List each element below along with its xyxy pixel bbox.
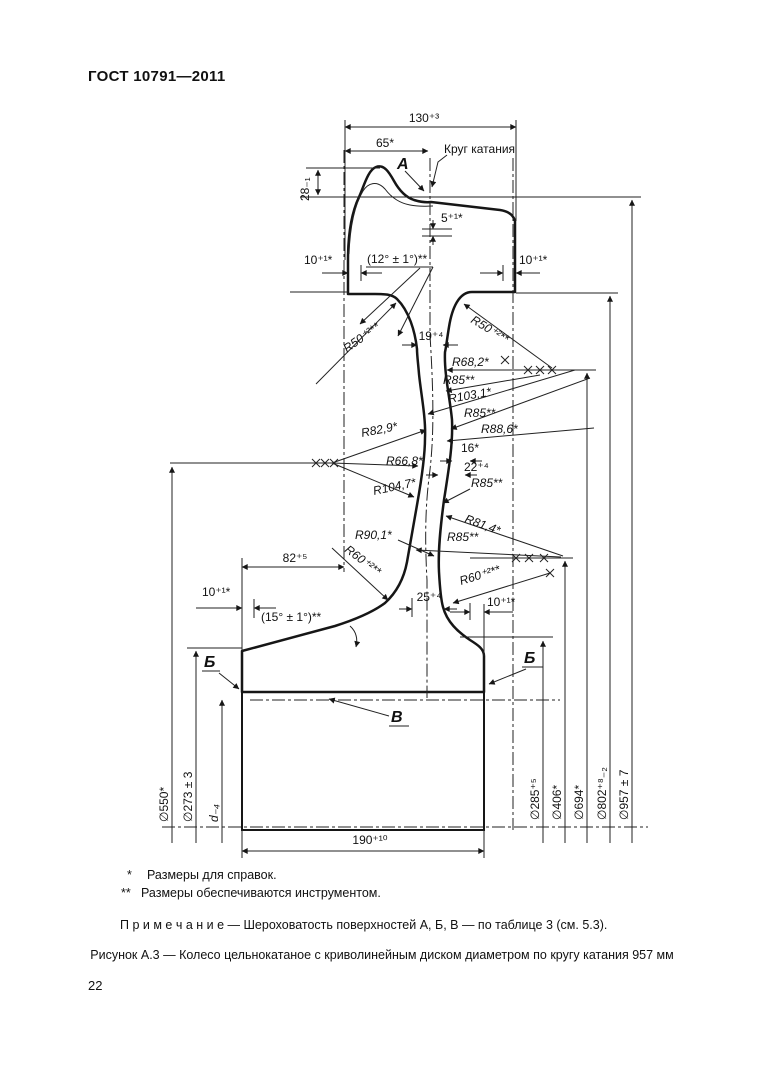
remark-roughness: П р и м е ч а н и е — Шероховатость поверхностей А, Б, В — по таблице 3 (см. 5.3).: [120, 918, 608, 932]
page-number: 22: [88, 978, 103, 993]
rolling-circle-label: Круг катания: [444, 142, 516, 156]
leader-r88: [447, 428, 594, 441]
dim-16-label: 16*: [461, 441, 480, 455]
dim-28-label: 28₋₁: [298, 177, 312, 201]
leader-surface-a: [405, 171, 424, 191]
angle12-leg2: [398, 267, 433, 336]
r50-left-label: R50⁺²**: [340, 319, 383, 356]
angle-12-label: (12° ± 1°)**: [367, 252, 428, 266]
dia-285-label: ∅285⁺⁵: [528, 778, 542, 820]
footnote-reference-sizes: [127, 868, 277, 882]
leader-b-right: [489, 669, 526, 684]
dim-5-label: 5⁺¹*: [441, 211, 463, 225]
footnote-star-symbol: *: [127, 868, 132, 882]
r82-9-label: R82,9*: [359, 419, 399, 440]
r60-right-label: R60⁺²**: [457, 562, 502, 588]
surface-b-right-label: Б: [524, 650, 536, 667]
r85-b-label: R85**: [464, 406, 496, 420]
dim-190-label: 190⁺¹⁰: [352, 833, 388, 847]
dia-694-label: ∅694*: [572, 784, 586, 820]
dim-10-top-left-label: 10⁺¹*: [304, 253, 333, 267]
r103-1-label: R103,1*: [447, 384, 493, 406]
r50-right-label: R50⁺²**: [468, 312, 512, 347]
r81-4-label: R81,4*: [462, 511, 503, 538]
hub-bore-outline: [242, 692, 484, 830]
disk-centerline: [426, 158, 433, 698]
dim-10-bottom-left-label: 10⁺¹*: [202, 585, 231, 599]
r85-a-label: R85**: [443, 373, 475, 387]
r68-2-label: R68,2*: [452, 355, 489, 369]
r85-c-label: R85**: [471, 476, 503, 490]
angle15-arc: [350, 626, 357, 647]
footnote-tool-sizes: [121, 886, 381, 900]
dim-19-label: 19⁺⁴: [418, 329, 444, 343]
r85-d-label: R85**: [447, 530, 479, 544]
figure-caption: Рисунок А.3 — Колесо цельнокатаное с криволинейным диском диаметром по кругу катания 957 мм: [90, 948, 674, 962]
dia-957-label: ∅957 ± 7: [617, 769, 631, 820]
footnote-dstar-symbol: **: [121, 886, 131, 900]
dim-65-label: 65*: [375, 136, 395, 150]
dia-550-label: ∅550*: [157, 786, 171, 822]
surface-v-label: В: [391, 709, 403, 726]
leader-b-left: [219, 673, 239, 689]
dim-10-top-right-label: 10⁺¹*: [519, 253, 548, 267]
leader-r90: [398, 540, 434, 556]
dia-273-label: ∅273 ± 3: [181, 771, 195, 822]
angle12-leg1: [360, 268, 420, 324]
footnote-dstar-text: Размеры обеспечиваются инструментом.: [141, 886, 381, 900]
footnote-star-text: Размеры для справок.: [147, 868, 277, 882]
document-header: ГОСТ 10791—2011: [88, 68, 226, 85]
dia-d-label: d₋₄: [207, 804, 221, 822]
dim-10-bottom-right-label: 10⁺¹*: [487, 595, 516, 609]
r60-left-label: R60⁺²**: [342, 542, 384, 579]
flange-secondary-contour: [349, 183, 433, 254]
surface-b-left-label: Б: [204, 654, 216, 671]
dim-130-label: 130⁺³: [408, 111, 440, 125]
leader-rolling-circle: [432, 155, 447, 187]
dim-22-label: 22⁺⁴: [464, 460, 489, 474]
angle-15-label: (15° ± 1°)**: [261, 610, 322, 624]
dim-25-label: 25⁺⁴: [416, 590, 442, 604]
r104-7-label: R104,7*: [371, 475, 418, 498]
leader-v: [329, 699, 389, 716]
r90-1-label: R90,1*: [355, 528, 392, 542]
dia-406-label: ∅406*: [550, 784, 564, 820]
surface-a-label: А: [397, 156, 409, 173]
dim-82-label: 82⁺⁵: [282, 551, 308, 565]
leader-r85c: [443, 489, 470, 503]
dia-802-label: ∅802⁺⁸₋₂: [595, 767, 609, 820]
r66-8-label: R66,8*: [386, 454, 423, 468]
r88-6-label: R88,6*: [481, 422, 518, 436]
